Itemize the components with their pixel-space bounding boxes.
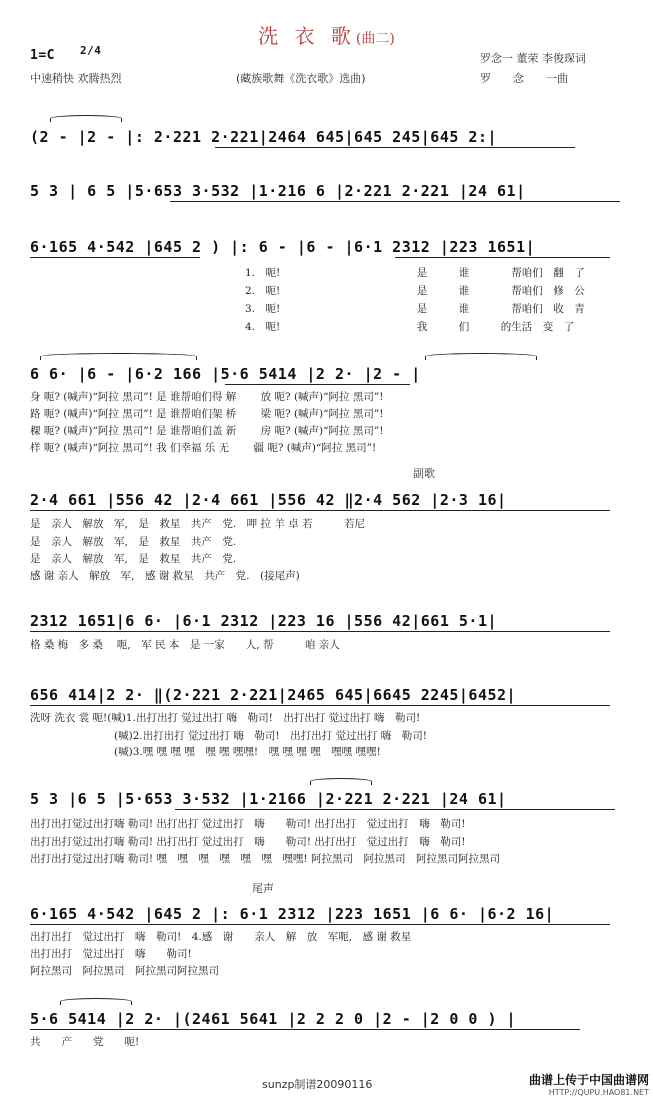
site-watermark — [529, 1071, 649, 1097]
score-line-5: 2·4 661 |556 42 |2·4 661 |556 42 ‖2·4 562 |2·3 16| — [30, 491, 507, 509]
beam-line — [30, 510, 610, 511]
title-main: 洗 衣 歌 — [258, 24, 356, 48]
beam-line — [215, 147, 575, 148]
watermark-title: 曲谱上传于中国曲谱网 — [528, 1073, 649, 1087]
tie-mark — [50, 115, 122, 122]
score-line-3: 6·165 4·542 |645 2 ) |: 6 - |6 - |6·1 2312 |223 1651| — [30, 238, 536, 256]
score-line-4: 6 6· |6 - |6·2 166 |5·6 5414 |2 2· |2 - | — [30, 365, 421, 383]
tie-mark — [425, 353, 537, 360]
verse-line: 稞 呃? (喊声)“阿拉 黑司”! 是 谁帮咱们盖 新 房 呃? (喊声)“阿拉 黑司”! — [30, 425, 384, 437]
verse-line: 出打出打觉过出打嗨 勒司! 出打出打 觉过出打 嗨 勒司! 出打出打 觉过出打 嗨 勒司! — [30, 836, 466, 848]
score-line-1: (2 - |2 - |: 2·221 2·221|2464 645|645 245|645 2:| — [30, 128, 498, 146]
tie-mark — [40, 353, 197, 360]
verse-line: 洗呀 洗衣 裳 呃!(喊)1.出打出打 觉过出打 嗨 勒司! 出打出打 觉过出打 嗨 勒司! — [30, 712, 421, 724]
verse-line: 路 呃? (喊声)“阿拉 黑司”! 是 谁帮咱们架 桥 梁 呃? (喊声)“阿拉 黑司”! — [30, 408, 384, 420]
verse-line: (喊)3.嘿 嘿 嘿 嘿 嘿 嘿 嘿嘿! 嘿 嘿 嘿 嘿 嘿嘿 嘿嘿! — [30, 746, 381, 758]
beam-line — [170, 201, 620, 202]
verse-line: (喊)2.出打出打 觉过出打 嗨 勒司! 出打出打 觉过出打 嗨 勒司! — [30, 730, 427, 742]
score-line-7: 656 414|2 2· ‖(2·221 2·221|2465 645|6645 2245|6452| — [30, 686, 517, 704]
score-line-2: 5 3 | 6 5 |5·653 3·532 |1·216 6 |2·221 2·221 |24 61| — [30, 182, 526, 200]
verse-line: 出打出打 觉过出打 嗨 勒司! — [30, 948, 192, 960]
score-line-6: 2312 1651|6 6· |6·1 2312 |223 16 |556 42|661 5·1| — [30, 612, 498, 630]
composer: 罗 念 一曲 — [480, 72, 568, 85]
tie-mark — [310, 778, 372, 785]
verse-line: 感 谢 亲人 解放 军, 感 谢 救星 共产 党. (接尾声) — [30, 570, 300, 582]
score-line-10: 5·6 5414 |2 2· |(2461 5641 |2 2 2 0 |2 - |2 0 0 ) | — [30, 1010, 517, 1028]
beam-line — [30, 924, 610, 925]
source-note: (藏族歌舞《洗衣歌》选曲) — [236, 72, 366, 85]
section-label-coda: 尾声 — [252, 882, 274, 895]
beam-line — [30, 705, 610, 706]
verse-line: 样 呃? (喊声)“阿拉 黑司”! 我 们幸福 乐 无 疆 呃? (喊声)“阿拉 黑司”! — [30, 442, 377, 454]
beam-line — [30, 631, 610, 632]
verse-line: 格 桑 梅 多 桑 呃, 军 民 本 是 一家 人, 帮 咱 亲人 — [30, 639, 340, 651]
score-line-9: 6·165 4·542 |645 2 |: 6·1 2312 |223 1651 |6 6· |6·2 16| — [30, 905, 555, 923]
verse-line: 出打出打 觉过出打 嗨 勒司! 4.感 谢 亲人 解 放 军呃, 感 谢 救星 — [30, 931, 412, 943]
verse-line: 阿拉黑司 阿拉黑司 阿拉黑司阿拉黑司 — [30, 965, 219, 977]
key-signature: 1=C — [30, 48, 55, 63]
verse-line: 是 亲人 解放 军, 是 救星 共产 党. — [30, 553, 237, 565]
verse-line: 3. 呃! 是 谁 帮咱们 收 青 — [245, 303, 585, 315]
watermark-url: HTTP://QUPU.HAO81.NET — [548, 1088, 649, 1097]
beam-line — [30, 1029, 580, 1030]
lyricists: 罗念一 董荣 李俊琛词 — [480, 52, 586, 65]
verse-line: 2. 呃! 是 谁 帮咱们 修 公 — [245, 285, 585, 297]
transcriber-credit: sunzp制谱20090116 — [262, 1078, 373, 1091]
verse-line: 是 亲人 解放 军, 是 救星 共产 党. 呷 拉 羊 卓 若 若尼 — [30, 518, 366, 530]
beam-line — [30, 257, 200, 258]
time-signature: 2/4 — [80, 44, 102, 57]
section-label-refrain: 副歌 — [413, 467, 435, 480]
score-line-8: 5 3 |6 5 |5·653 3·532 |1·2166 |2·221 2·221 |24 61| — [30, 790, 507, 808]
verse-line: 出打出打觉过出打嗨 勒司! 出打出打 觉过出打 嗨 勒司! 出打出打 觉过出打 嗨 勒司! — [30, 818, 466, 830]
verse-line: 4. 呃! 我 们 的生活 变 了 — [245, 321, 575, 333]
tie-mark — [60, 998, 132, 1005]
verse-line: 1. 呃! 是 谁 帮咱们 翻 了 — [245, 267, 585, 279]
verse-line: 是 亲人 解放 军, 是 救星 共产 党. — [30, 536, 237, 548]
verse-line: 共 产 党 呃! — [30, 1036, 140, 1048]
beam-line — [225, 384, 410, 385]
verse-line: 出打出打觉过出打嗨 勒司! 嘿 嘿 嘿 嘿 嘿 嘿 嘿嘿! 阿拉黑司 阿拉黑司 阿拉黑司阿拉黑司 — [30, 853, 500, 865]
beam-line — [395, 257, 610, 258]
tempo-marking: 中速稍快 欢腾热烈 — [30, 72, 122, 85]
verse-line: 身 呃? (喊声)“阿拉 黑司”! 是 谁帮咱们得 解 放 呃? (喊声)“阿拉 黑司”! — [30, 391, 384, 403]
beam-line — [175, 809, 615, 810]
title-suffix: (曲二) — [355, 31, 395, 47]
